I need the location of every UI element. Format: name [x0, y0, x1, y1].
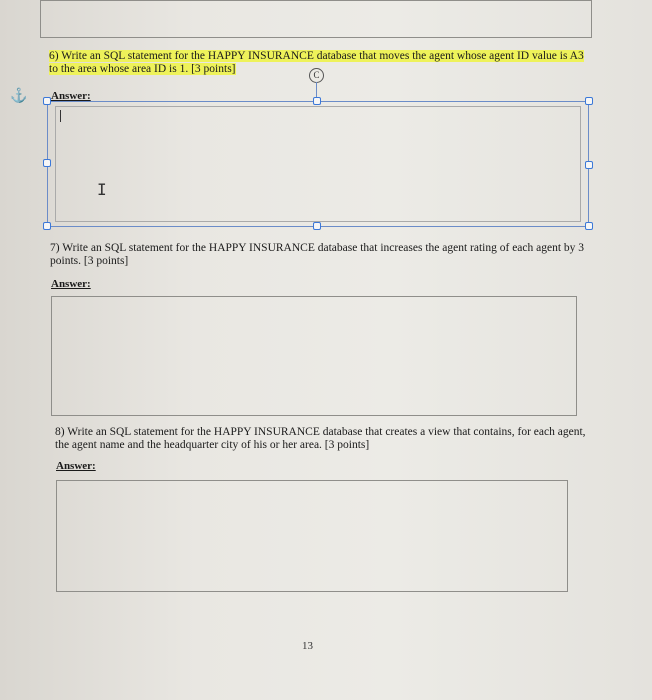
question-7	[50, 242, 610, 268]
question-8-line-2: the agent name and the headquarter city of his or her area. [3 points]	[55, 439, 370, 451]
anchor-icon[interactable]: ⚓	[10, 89, 28, 104]
question-6-line-2: to the area whose area ID is 1. [3 points]	[49, 63, 236, 75]
answer-box-8[interactable]	[56, 480, 568, 592]
resize-handle-middle-left[interactable]	[43, 159, 51, 167]
page-number: 13	[302, 640, 313, 652]
question-7-line-2: points. [3 points]	[50, 255, 129, 267]
answer-label-7: Answer:	[51, 278, 91, 290]
answer-label-8: Answer:	[56, 460, 96, 472]
i-beam-cursor-icon: I	[97, 180, 107, 199]
resize-handle-top-left[interactable]	[43, 97, 51, 105]
resize-handle-bottom-right[interactable]	[585, 222, 593, 230]
answer-label-6: Answer:	[51, 90, 91, 102]
resize-handle-top-center[interactable]	[313, 97, 321, 105]
copyright-icon: C	[309, 68, 324, 83]
resize-handle-bottom-center[interactable]	[313, 222, 321, 230]
question-7-line-1: 7) Write an SQL statement for the HAPPY INSURANCE database that increases the agent rating of each agent by 3	[50, 242, 585, 254]
previous-answer-box[interactable]	[40, 0, 592, 38]
question-8	[55, 426, 615, 452]
answer-box-7[interactable]	[51, 296, 577, 416]
answer-box-6-inner[interactable]	[55, 106, 581, 222]
rotate-handle-stem	[316, 82, 317, 97]
question-6	[49, 50, 609, 76]
question-8-line-1: 8) Write an SQL statement for the HAPPY INSURANCE database that creates a view that contains, for each agent,	[55, 426, 586, 438]
resize-handle-top-right[interactable]	[585, 97, 593, 105]
question-6-line-1: 6) Write an SQL statement for the HAPPY INSURANCE database that moves the agent whose agent ID value is A3	[49, 50, 584, 62]
text-caret	[60, 110, 61, 122]
resize-handle-bottom-left[interactable]	[43, 222, 51, 230]
resize-handle-middle-right[interactable]	[585, 161, 593, 169]
